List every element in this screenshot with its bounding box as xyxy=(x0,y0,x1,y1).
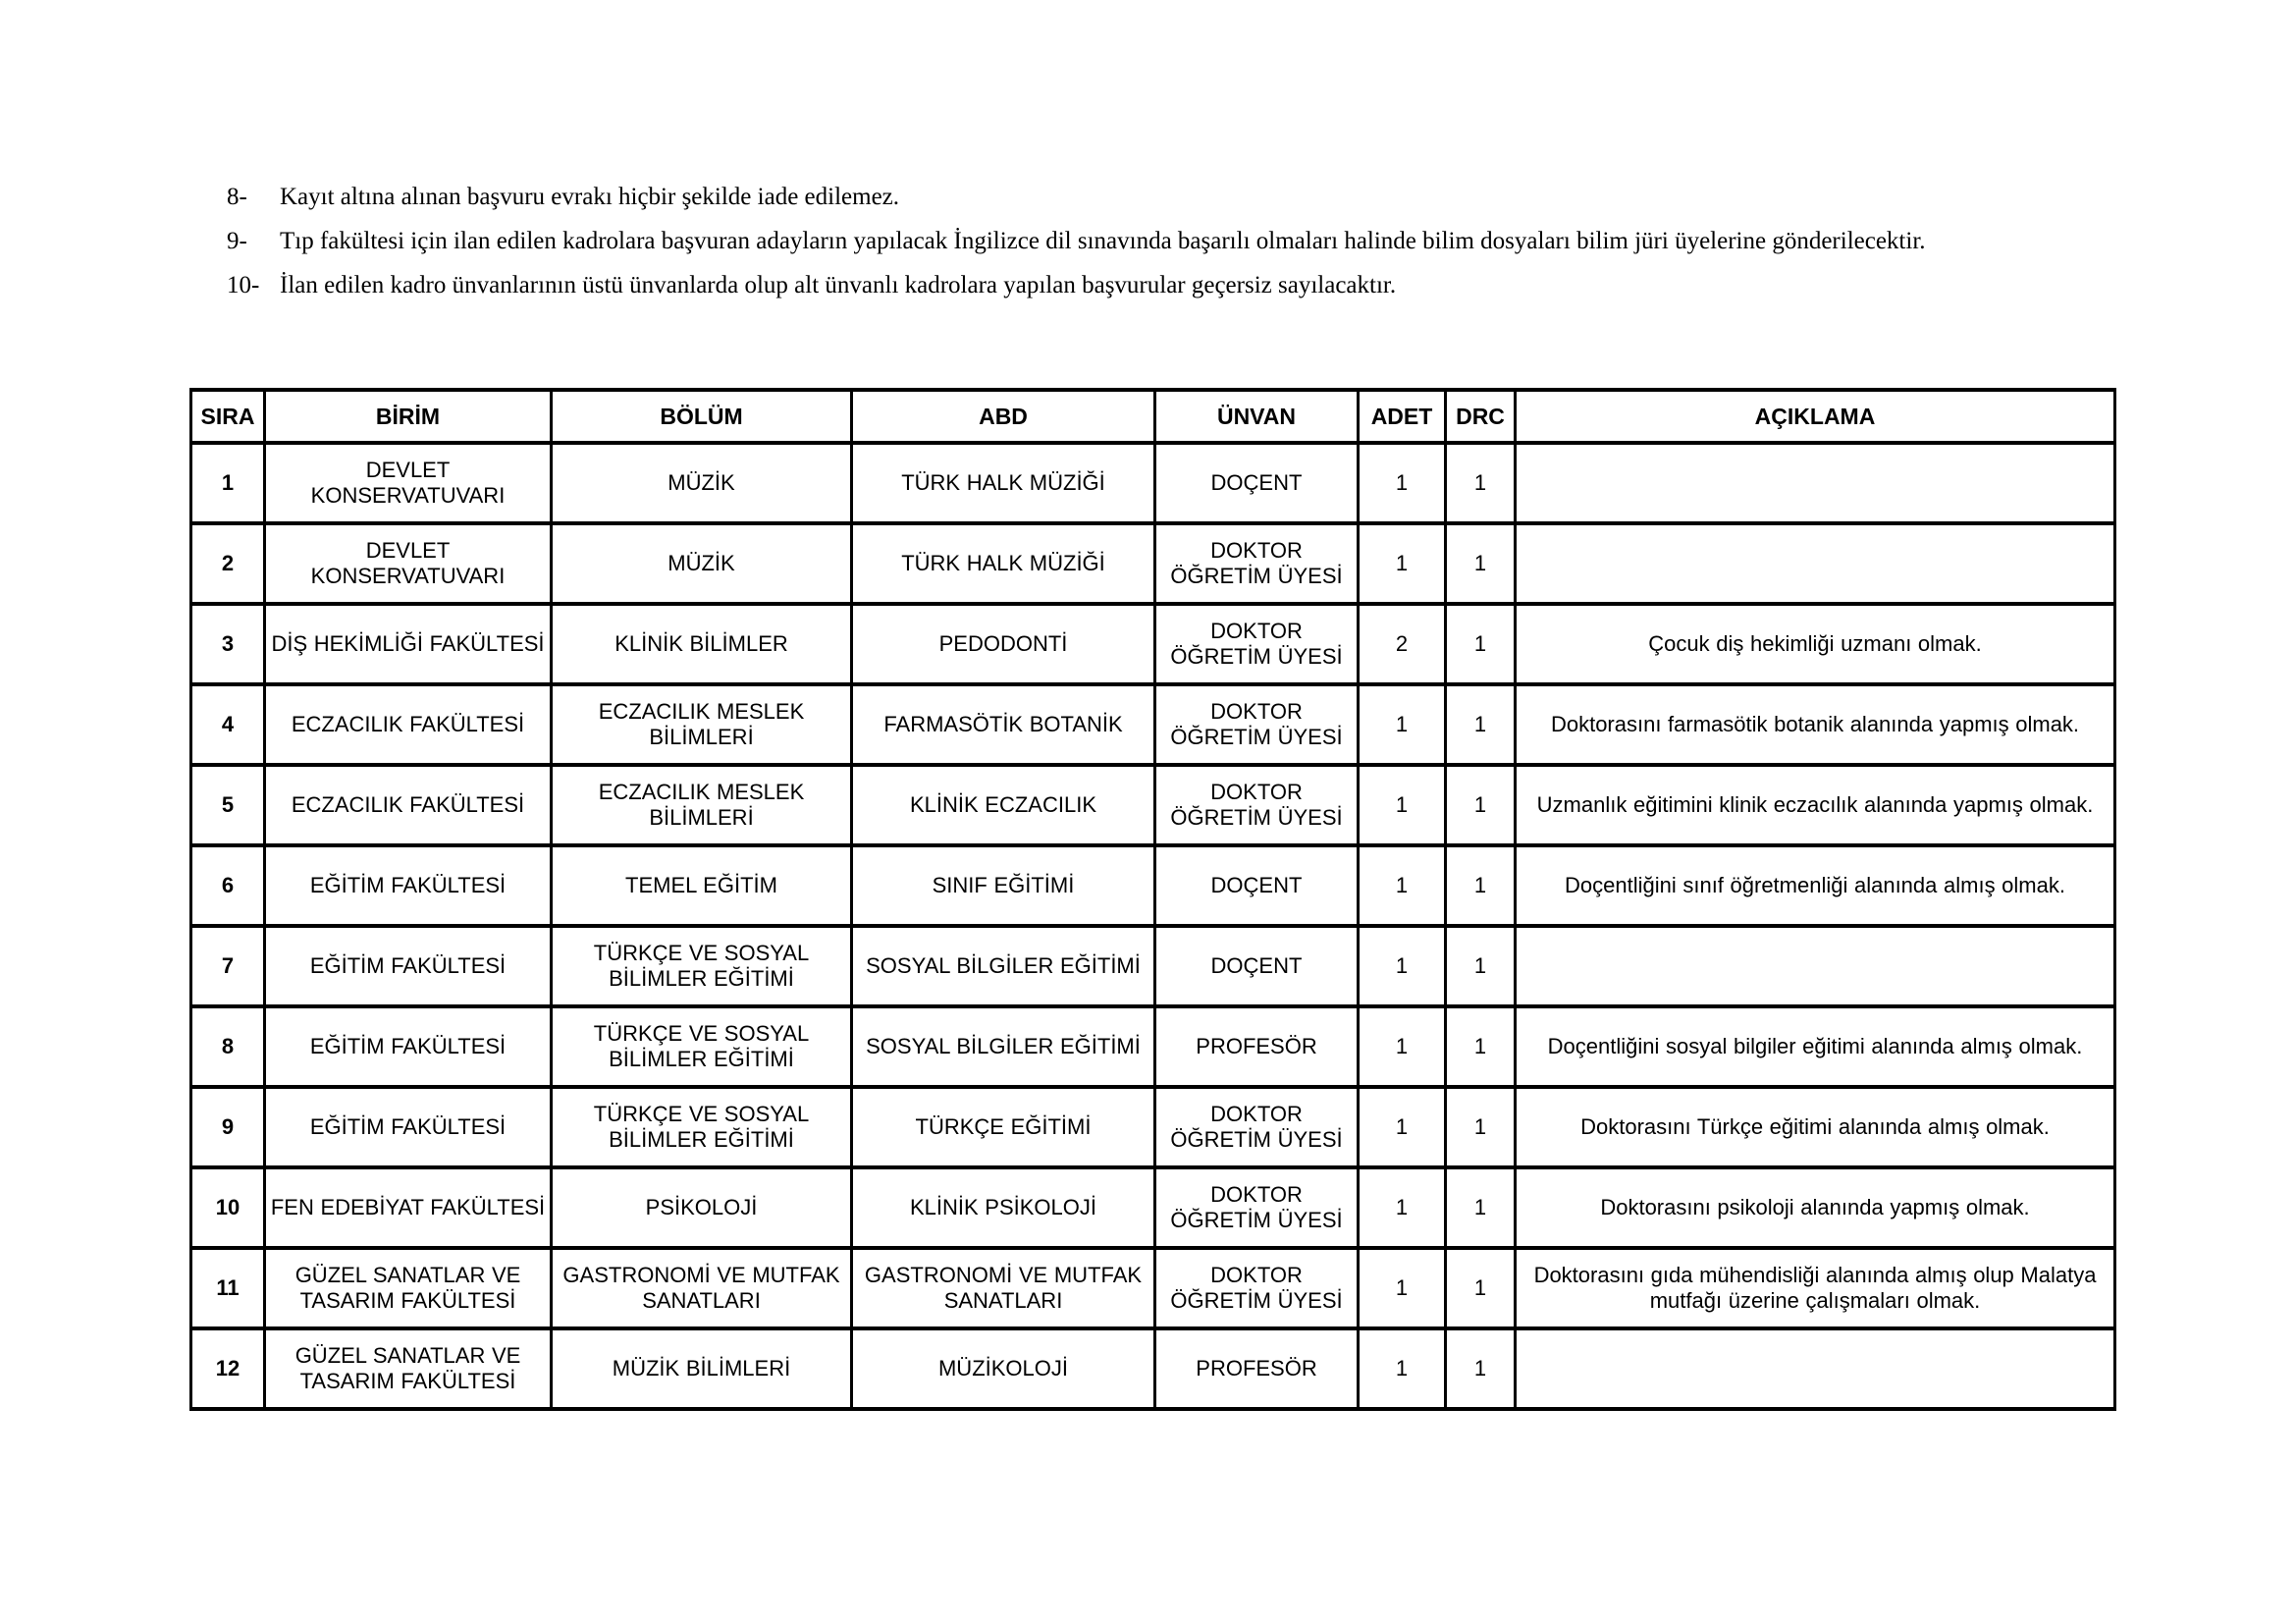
table-row xyxy=(191,684,2115,765)
aciklama-cell xyxy=(1516,523,2115,604)
note-text: Kayıt altına alınan başvuru evrakı hiçbir şekilde iade edilemez. xyxy=(280,184,900,210)
bolum-cell: KLİNİK BİLİMLER xyxy=(552,604,852,684)
table-row xyxy=(191,845,2115,926)
abd-cell: FARMASÖTİK BOTANİK xyxy=(852,684,1155,765)
aciklama-cell xyxy=(1516,443,2115,523)
birim-cell: DEVLET KONSERVATUVARI xyxy=(265,443,552,523)
header-row xyxy=(191,390,2115,443)
drc-cell: 1 xyxy=(1446,443,1516,523)
bolum-cell: MÜZİK BİLİMLERİ xyxy=(552,1328,852,1409)
adet-cell: 2 xyxy=(1359,604,1446,684)
drc-cell: 1 xyxy=(1446,1328,1516,1409)
birim-cell: GÜZEL SANATLAR VE TASARIM FAKÜLTESİ xyxy=(265,1248,552,1328)
unvan-cell: DOKTOR ÖĞRETİM ÜYESİ xyxy=(1155,684,1359,765)
adet-cell: 1 xyxy=(1359,1087,1446,1167)
drc-cell: 1 xyxy=(1446,926,1516,1006)
adet-cell: 1 xyxy=(1359,845,1446,926)
bolum-cell: TÜRKÇE VE SOSYAL BİLİMLER EĞİTİMİ xyxy=(552,1087,852,1167)
aciklama-cell xyxy=(1516,1328,2115,1409)
bolum-cell: PSİKOLOJİ xyxy=(552,1167,852,1248)
adet-cell: 1 xyxy=(1359,1328,1446,1409)
birim-cell: DİŞ HEKİMLİĞİ FAKÜLTESİ xyxy=(265,604,552,684)
aciklama-cell: Doktorasını psikoloji alanında yapmış olmak. xyxy=(1516,1167,2115,1248)
table-row xyxy=(191,1006,2115,1087)
aciklama-cell: Doçentliğini sınıf öğretmenliği alanında almış olmak. xyxy=(1516,845,2115,926)
sira-cell: 4 xyxy=(191,684,265,765)
note-number: 10- xyxy=(227,272,260,298)
drc-cell: 1 xyxy=(1446,1087,1516,1167)
birim-cell: EĞİTİM FAKÜLTESİ xyxy=(265,1006,552,1087)
abd-cell: MÜZİKOLOJİ xyxy=(852,1328,1155,1409)
aciklama-cell: Çocuk diş hekimliği uzmanı olmak. xyxy=(1516,604,2115,684)
sira-cell: 8 xyxy=(191,1006,265,1087)
table-row xyxy=(191,443,2115,523)
unvan-cell: DOÇENT xyxy=(1155,926,1359,1006)
drc-cell: 1 xyxy=(1446,845,1516,926)
drc-cell: 1 xyxy=(1446,684,1516,765)
bolum-cell: ECZACILIK MESLEK BİLİMLERİ xyxy=(552,684,852,765)
abd-cell: GASTRONOMİ VE MUTFAK SANATLARI xyxy=(852,1248,1155,1328)
aciklama-cell: Doktorasını gıda mühendisliği alanında almış olup Malatya mutfağı üzerine çalışmaları olmak. xyxy=(1516,1248,2115,1328)
header-sira: SIRA xyxy=(191,390,265,443)
header-adet: ADET xyxy=(1359,390,1446,443)
drc-cell: 1 xyxy=(1446,765,1516,845)
adet-cell: 1 xyxy=(1359,1248,1446,1328)
table-row xyxy=(191,523,2115,604)
adet-cell: 1 xyxy=(1359,1006,1446,1087)
adet-cell: 1 xyxy=(1359,1167,1446,1248)
unvan-cell: DOÇENT xyxy=(1155,443,1359,523)
table-body xyxy=(191,443,2115,1409)
note-text: İlan edilen kadro ünvanlarının üstü ünvanlarda olup alt ünvanlı kadrolara yapılan başvurular geçersiz sayılacaktır. xyxy=(280,272,1397,298)
drc-cell: 1 xyxy=(1446,1006,1516,1087)
adet-cell: 1 xyxy=(1359,684,1446,765)
header-abd: ABD xyxy=(852,390,1155,443)
birim-cell: DEVLET KONSERVATUVARI xyxy=(265,523,552,604)
bolum-cell: TÜRKÇE VE SOSYAL BİLİMLER EĞİTİMİ xyxy=(552,926,852,1006)
drc-cell: 1 xyxy=(1446,604,1516,684)
unvan-cell: DOÇENT xyxy=(1155,845,1359,926)
aciklama-cell: Uzmanlık eğitimini klinik eczacılık alanında yapmış olmak. xyxy=(1516,765,2115,845)
sira-cell: 1 xyxy=(191,443,265,523)
aciklama-cell xyxy=(1516,926,2115,1006)
table-row xyxy=(191,926,2115,1006)
note-item-9 xyxy=(227,219,2125,263)
abd-cell: TÜRKÇE EĞİTİMİ xyxy=(852,1087,1155,1167)
adet-cell: 1 xyxy=(1359,443,1446,523)
sira-cell: 5 xyxy=(191,765,265,845)
bolum-cell: TÜRKÇE VE SOSYAL BİLİMLER EĞİTİMİ xyxy=(552,1006,852,1087)
header-unvan: ÜNVAN xyxy=(1155,390,1359,443)
birim-cell: EĞİTİM FAKÜLTESİ xyxy=(265,926,552,1006)
table-row xyxy=(191,1167,2115,1248)
abd-cell: KLİNİK PSİKOLOJİ xyxy=(852,1167,1155,1248)
adet-cell: 1 xyxy=(1359,926,1446,1006)
unvan-cell: DOKTOR ÖĞRETİM ÜYESİ xyxy=(1155,604,1359,684)
sira-cell: 11 xyxy=(191,1248,265,1328)
abd-cell: SINIF EĞİTİMİ xyxy=(852,845,1155,926)
table-row xyxy=(191,1087,2115,1167)
sira-cell: 10 xyxy=(191,1167,265,1248)
bolum-cell: MÜZİK xyxy=(552,523,852,604)
birim-cell: EĞİTİM FAKÜLTESİ xyxy=(265,1087,552,1167)
note-number: 8- xyxy=(227,184,247,210)
unvan-cell: DOKTOR ÖĞRETİM ÜYESİ xyxy=(1155,523,1359,604)
sira-cell: 12 xyxy=(191,1328,265,1409)
aciklama-cell: Doktorasını Türkçe eğitimi alanında almış olmak. xyxy=(1516,1087,2115,1167)
sira-cell: 6 xyxy=(191,845,265,926)
table-row xyxy=(191,1328,2115,1409)
unvan-cell: DOKTOR ÖĞRETİM ÜYESİ xyxy=(1155,1248,1359,1328)
drc-cell: 1 xyxy=(1446,1167,1516,1248)
bolum-cell: TEMEL EĞİTİM xyxy=(552,845,852,926)
unvan-cell: PROFESÖR xyxy=(1155,1006,1359,1087)
unvan-cell: PROFESÖR xyxy=(1155,1328,1359,1409)
header-aciklama: AÇIKLAMA xyxy=(1516,390,2115,443)
drc-cell: 1 xyxy=(1446,523,1516,604)
adet-cell: 1 xyxy=(1359,523,1446,604)
drc-cell: 1 xyxy=(1446,1248,1516,1328)
abd-cell: TÜRK HALK MÜZİĞİ xyxy=(852,443,1155,523)
sira-cell: 9 xyxy=(191,1087,265,1167)
sira-cell: 2 xyxy=(191,523,265,604)
table-header xyxy=(191,390,2115,443)
header-drc: DRC xyxy=(1446,390,1516,443)
header-birim: BİRİM xyxy=(265,390,552,443)
birim-cell: FEN EDEBİYAT FAKÜLTESİ xyxy=(265,1167,552,1248)
note-number: 9- xyxy=(227,228,247,254)
notes-list xyxy=(227,175,2125,307)
birim-cell: GÜZEL SANATLAR VE TASARIM FAKÜLTESİ xyxy=(265,1328,552,1409)
abd-cell: PEDODONTİ xyxy=(852,604,1155,684)
unvan-cell: DOKTOR ÖĞRETİM ÜYESİ xyxy=(1155,765,1359,845)
bolum-cell: MÜZİK xyxy=(552,443,852,523)
aciklama-cell: Doktorasını farmasötik botanik alanında yapmış olmak. xyxy=(1516,684,2115,765)
table-row xyxy=(191,1248,2115,1328)
abd-cell: TÜRK HALK MÜZİĞİ xyxy=(852,523,1155,604)
bolum-cell: ECZACILIK MESLEK BİLİMLERİ xyxy=(552,765,852,845)
sira-cell: 3 xyxy=(191,604,265,684)
birim-cell: ECZACILIK FAKÜLTESİ xyxy=(265,765,552,845)
adet-cell: 1 xyxy=(1359,765,1446,845)
unvan-cell: DOKTOR ÖĞRETİM ÜYESİ xyxy=(1155,1167,1359,1248)
sira-cell: 7 xyxy=(191,926,265,1006)
note-text: Tıp fakültesi için ilan edilen kadrolara başvuran adayların yapılacak İngilizce dil sınavında başarılı olmaları halinde bilim dosyaları bilim jüri üyelerine gönderilecektir. xyxy=(280,228,1926,254)
abd-cell: SOSYAL BİLGİLER EĞİTİMİ xyxy=(852,1006,1155,1087)
unvan-cell: DOKTOR ÖĞRETİM ÜYESİ xyxy=(1155,1087,1359,1167)
note-item-8 xyxy=(227,175,2125,219)
bolum-cell: GASTRONOMİ VE MUTFAK SANATLARI xyxy=(552,1248,852,1328)
table-row xyxy=(191,765,2115,845)
positions-table xyxy=(189,388,2116,1411)
abd-cell: KLİNİK ECZACILIK xyxy=(852,765,1155,845)
birim-cell: ECZACILIK FAKÜLTESİ xyxy=(265,684,552,765)
note-item-10 xyxy=(227,263,2125,307)
table-row xyxy=(191,604,2115,684)
header-bolum: BÖLÜM xyxy=(552,390,852,443)
birim-cell: EĞİTİM FAKÜLTESİ xyxy=(265,845,552,926)
aciklama-cell: Doçentliğini sosyal bilgiler eğitimi alanında almış olmak. xyxy=(1516,1006,2115,1087)
abd-cell: SOSYAL BİLGİLER EĞİTİMİ xyxy=(852,926,1155,1006)
